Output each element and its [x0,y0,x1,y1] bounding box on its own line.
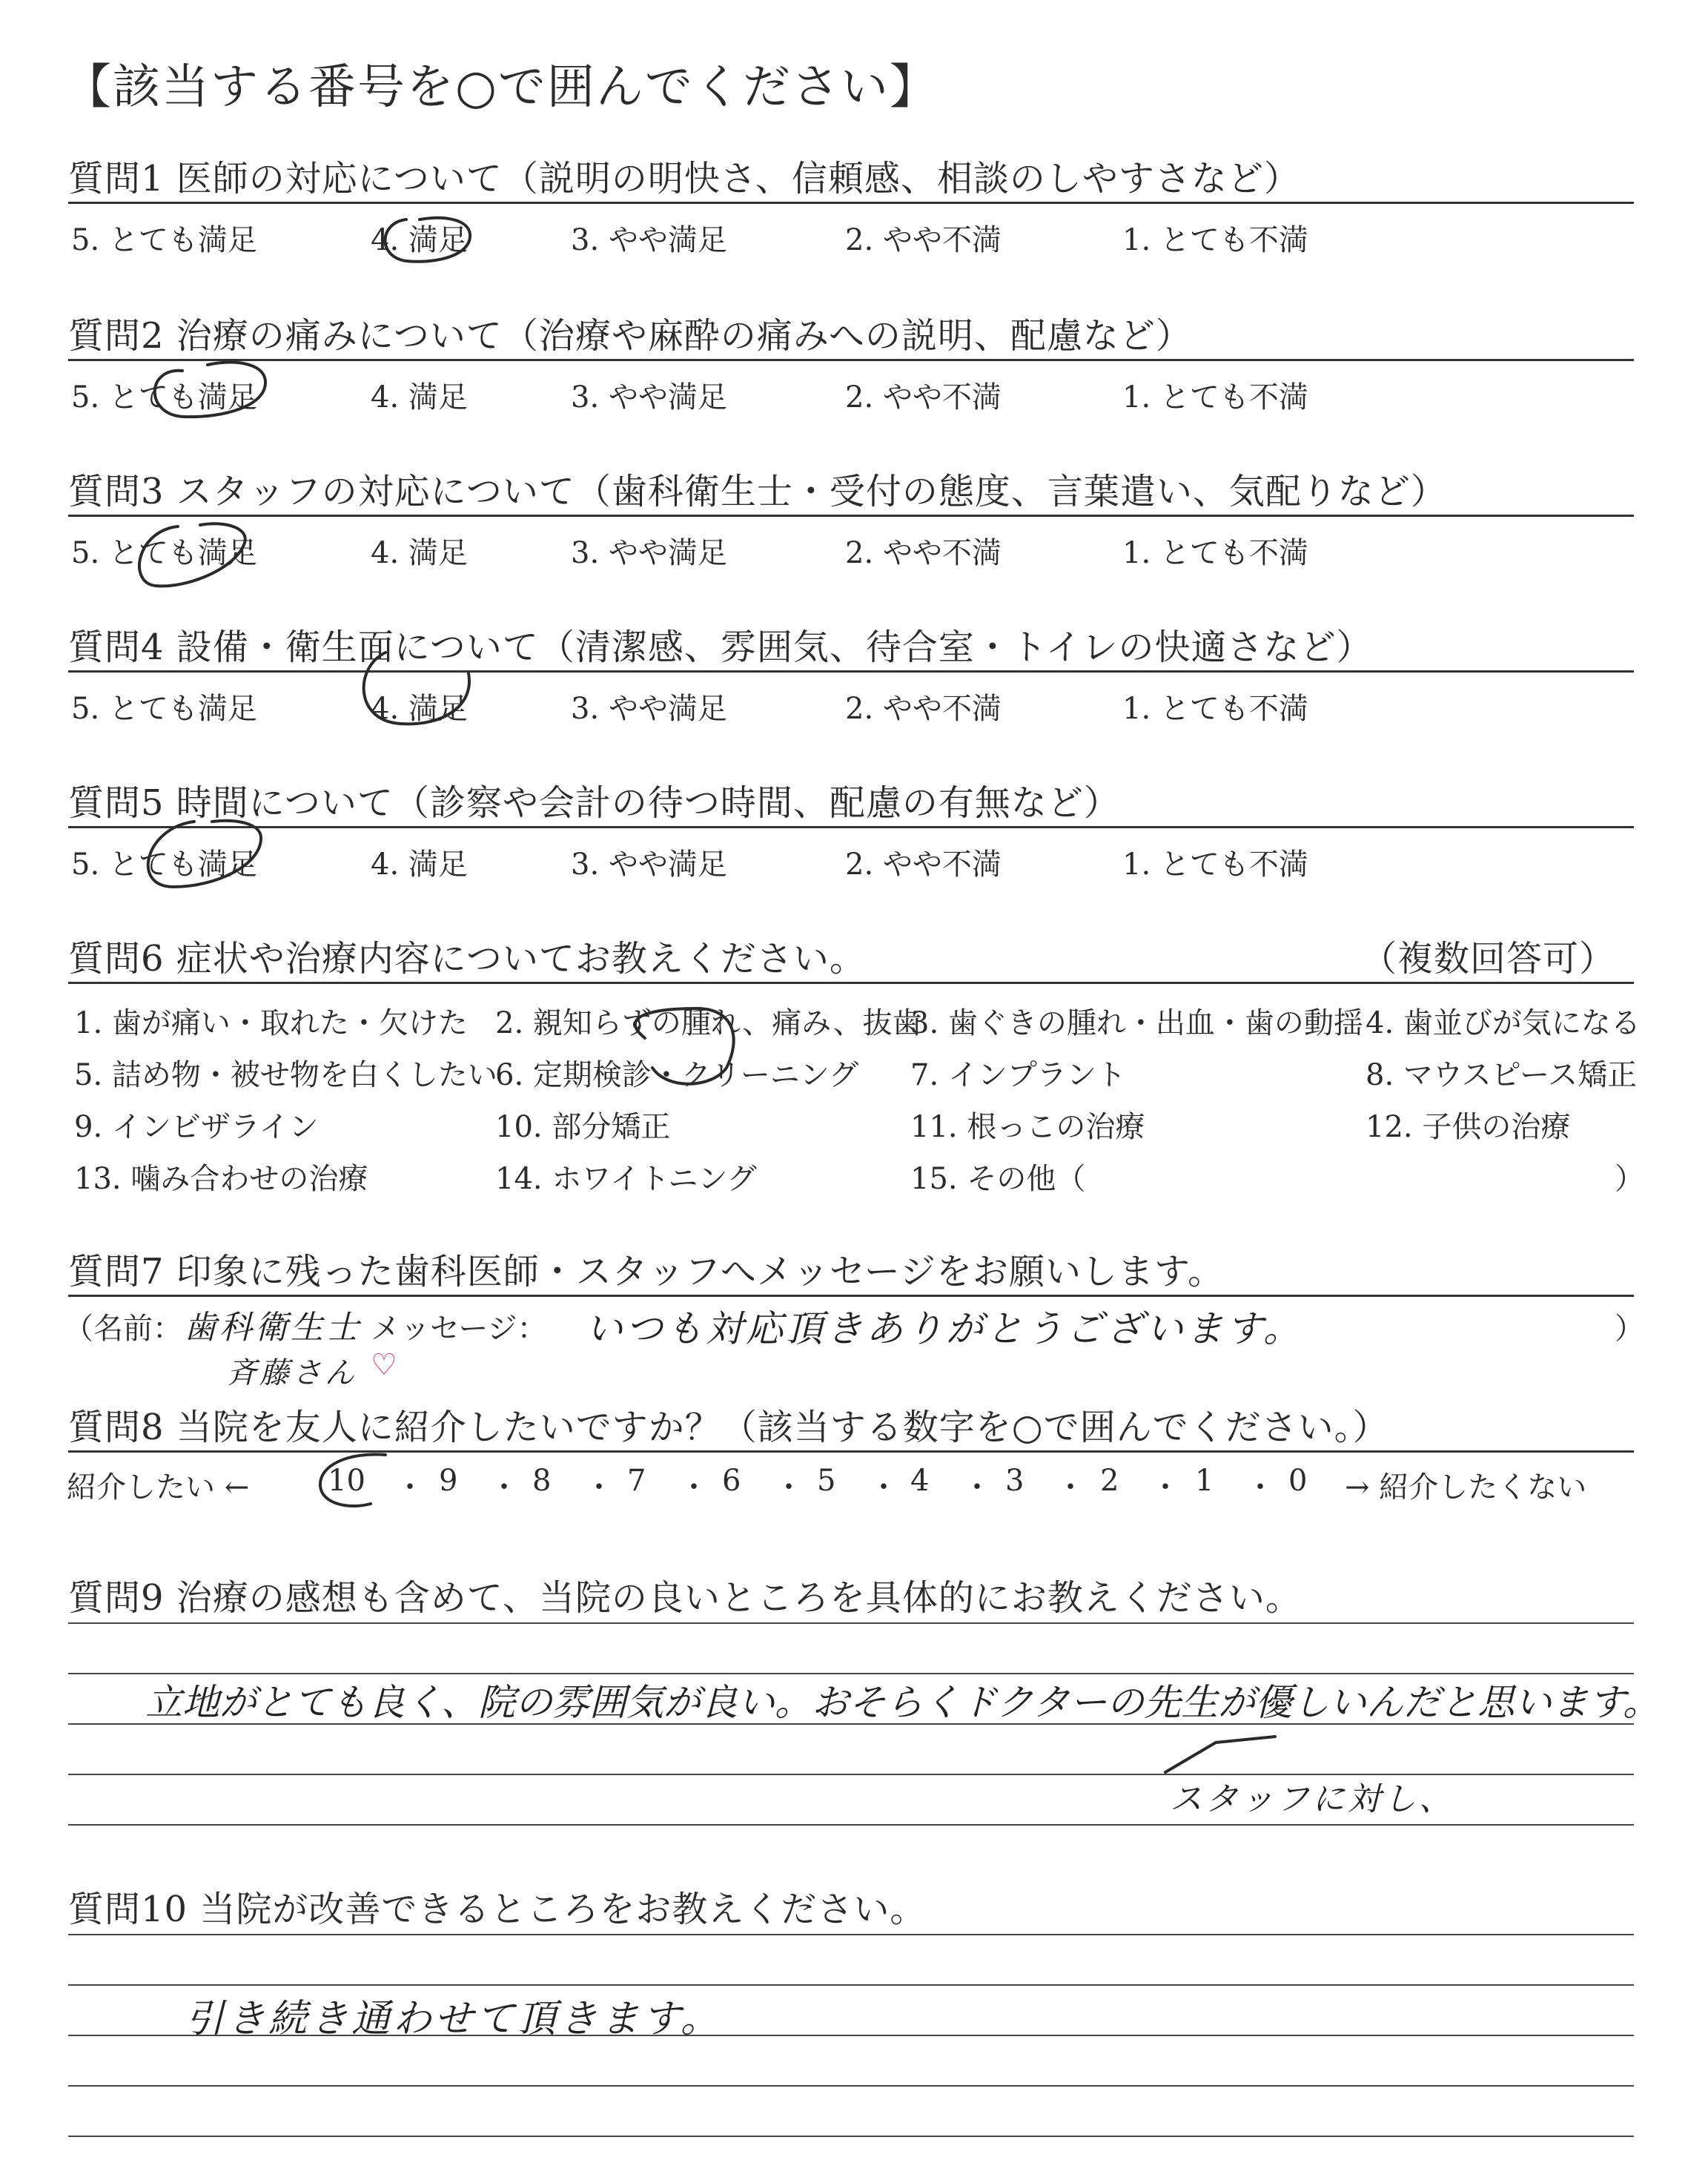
q6-option-6[interactable]: 6. 定期検診・クリーニング [495,1058,859,1092]
q10-answer-line [68,1934,1634,1935]
q2-option-5[interactable]: 5. とても満足 [71,380,257,415]
q1-option-5[interactable]: 5. とても満足 [71,223,257,257]
q6-option-10[interactable]: 10. 部分矯正 [495,1110,671,1144]
q2-option-2[interactable]: 2. やや不満 [845,380,1002,415]
q6-option-5[interactable]: 5. 詰め物・被せ物を白くしたい [74,1058,497,1092]
q4-option-1[interactable]: 1. とても不満 [1122,692,1308,726]
heart-icon: ♡ [371,1348,400,1382]
question-2-label: 質問2 治療の痛みについて（治療や麻酔の痛みへの説明、配慮など） [68,315,1192,357]
q1-option-3[interactable]: 3. やや満足 [571,223,727,257]
q8-dot: ・ [489,1470,519,1505]
q6-other-close-paren: ） [1615,1162,1644,1196]
q7-handwritten-message: いつも対応頂きありがとうございます。 [586,1307,1303,1350]
q8-dot: ・ [774,1470,804,1505]
q5-option-2[interactable]: 2. やや不満 [845,848,1002,882]
question-4-label: 質問4 設備・衛生面について（清潔感、雰囲気、待合室・トイレの快適さなど） [68,627,1373,668]
q6-option-8[interactable]: 8. マウスピース矯正 [1366,1058,1638,1092]
q8-left-label: 紹介したい ← [67,1470,250,1505]
question-6-rule [68,982,1634,984]
q6-option-12[interactable]: 12. 子供の治療 [1366,1110,1571,1144]
q4-option-5[interactable]: 5. とても満足 [71,692,257,726]
q3-option-3[interactable]: 3. やや満足 [571,536,727,570]
q8-scale-9[interactable]: 9 [439,1464,458,1498]
question-10-label: 質問10 当院が改善できるところをお教えください。 [68,1889,927,1930]
q5-option-3[interactable]: 3. やや満足 [571,848,727,882]
question-5-label: 質問5 時間について（診察や会計の待つ時間、配慮の有無など） [68,782,1120,824]
q3-option-5[interactable]: 5. とても満足 [71,536,257,570]
q5-option-5[interactable]: 5. とても満足 [71,848,257,882]
q8-scale-5[interactable]: 5 [817,1464,836,1498]
q6-option-3[interactable]: 3. 歯ぐきの腫れ・出血・歯の動揺 [910,1006,1363,1040]
q7-message-label: メッセージ： [371,1312,547,1346]
q4-option-4[interactable]: 4. 満足 [371,692,468,726]
q10-answer-line [68,2136,1634,2137]
q8-scale-10[interactable]: 10 [328,1464,365,1498]
q9-answer-line [68,1824,1634,1826]
q8-dot: ・ [1245,1470,1275,1505]
q8-dot: ・ [869,1470,898,1505]
q6-option-4[interactable]: 4. 歯並びが気になる [1366,1006,1641,1040]
q7-name-label: （名前： [64,1312,182,1346]
question-8-rule [68,1450,1634,1453]
q3-option-1[interactable]: 1. とても不満 [1122,536,1308,570]
q8-right-label: → 紹介したくない [1345,1470,1587,1505]
q8-scale-6[interactable]: 6 [722,1464,741,1498]
q8-dot: ・ [1151,1470,1180,1505]
q8-scale-7[interactable]: 7 [627,1464,646,1498]
q10-answer-line [68,2085,1634,2087]
q8-scale-8[interactable]: 8 [532,1464,552,1498]
question-3-rule [68,515,1634,517]
q6-option-13[interactable]: 13. 噛み合わせの治療 [74,1162,368,1196]
q6-option-2[interactable]: 2. 親知らずの腫れ、痛み、抜歯 [495,1006,922,1040]
q7-handwritten-name-2: 斉藤さん [227,1356,357,1390]
q6-option-1[interactable]: 1. 歯が痛い・取れた・欠けた [74,1006,468,1040]
question-5-rule [68,826,1634,828]
question-9-label: 質問9 治療の感想も含めて、当院の良いところを具体的にお教えください。 [68,1577,1302,1619]
q2-option-1[interactable]: 1. とても不満 [1122,380,1308,415]
q7-handwritten-name: 歯科衛生士 [184,1309,362,1347]
q1-option-1[interactable]: 1. とても不満 [1122,223,1308,257]
question-8-label: 質問8 当院を友人に紹介したいですか？（該当する数字を○で囲んでください。） [68,1407,1389,1448]
question-2-rule [68,359,1634,361]
q8-scale-2[interactable]: 2 [1100,1464,1119,1498]
q2-option-3[interactable]: 3. やや満足 [571,380,727,415]
q6-option-11[interactable]: 11. 根っこの治療 [910,1110,1145,1144]
q1-option-2[interactable]: 2. やや不満 [845,223,1002,257]
question-7-rule [68,1295,1634,1297]
q7-close-paren: ） [1615,1312,1644,1346]
q5-option-4[interactable]: 4. 満足 [371,848,468,882]
question-3-label: 質問3 スタッフの対応について（歯科衛生士・受付の態度、言葉遣い、気配りなど） [68,471,1447,512]
q3-option-4[interactable]: 4. 満足 [371,536,468,570]
q1-option-4[interactable]: 4. 満足 [371,223,468,257]
q8-dot: ・ [962,1470,992,1505]
q8-dot: ・ [395,1470,425,1505]
q6-option-15[interactable]: 15. その他（ [910,1162,1086,1196]
q8-scale-0[interactable]: 0 [1288,1464,1308,1498]
q6-option-9[interactable]: 9. インビザライン [74,1110,319,1144]
q8-dot: ・ [1056,1470,1085,1505]
page-title: 【該当する番号を○で囲んでください】 [64,60,939,115]
q5-option-1[interactable]: 1. とても不満 [1122,848,1308,882]
q8-scale-4[interactable]: 4 [910,1464,930,1498]
q3-option-2[interactable]: 2. やや不満 [845,536,1002,570]
q10-answer-line [68,1984,1634,1986]
q9-handwritten-answer: 立地がとても良く、院の雰囲気が良い。おそらくドクターの先生が優しいんだと思います。 [145,1681,1660,1724]
q9-insert-mark [1165,1737,1275,1772]
q8-dot: ・ [584,1470,614,1505]
q10-handwritten-answer: 引き続き通わせて頂きます。 [185,1997,722,2041]
q9-handwritten-insert: スタッフに対し、 [1170,1780,1454,1818]
q4-option-2[interactable]: 2. やや不満 [845,692,1002,726]
question-1-label: 質問1 医師の対応について（説明の明快さ、信頼感、相談のしやすさなど） [68,158,1300,199]
question-7-label: 質問7 印象に残った歯科医師・スタッフへメッセージをお願いします。 [68,1251,1225,1292]
question-4-rule [68,670,1634,673]
q8-scale-1[interactable]: 1 [1195,1464,1214,1498]
q8-scale-3[interactable]: 3 [1005,1464,1025,1498]
q6-option-14[interactable]: 14. ホワイトニング [495,1162,757,1196]
q6-option-7[interactable]: 7. インプラント [910,1058,1126,1092]
question-6-label: 質問6 症状や治療内容についてお教えください。 [68,938,866,980]
question-6-note: （複数回答可） [1361,938,1616,980]
q4-option-3[interactable]: 3. やや満足 [571,692,727,726]
q9-answer-line [68,1622,1634,1624]
question-1-rule [68,202,1634,204]
q8-dot: ・ [679,1470,709,1505]
q2-option-4[interactable]: 4. 満足 [371,380,468,415]
